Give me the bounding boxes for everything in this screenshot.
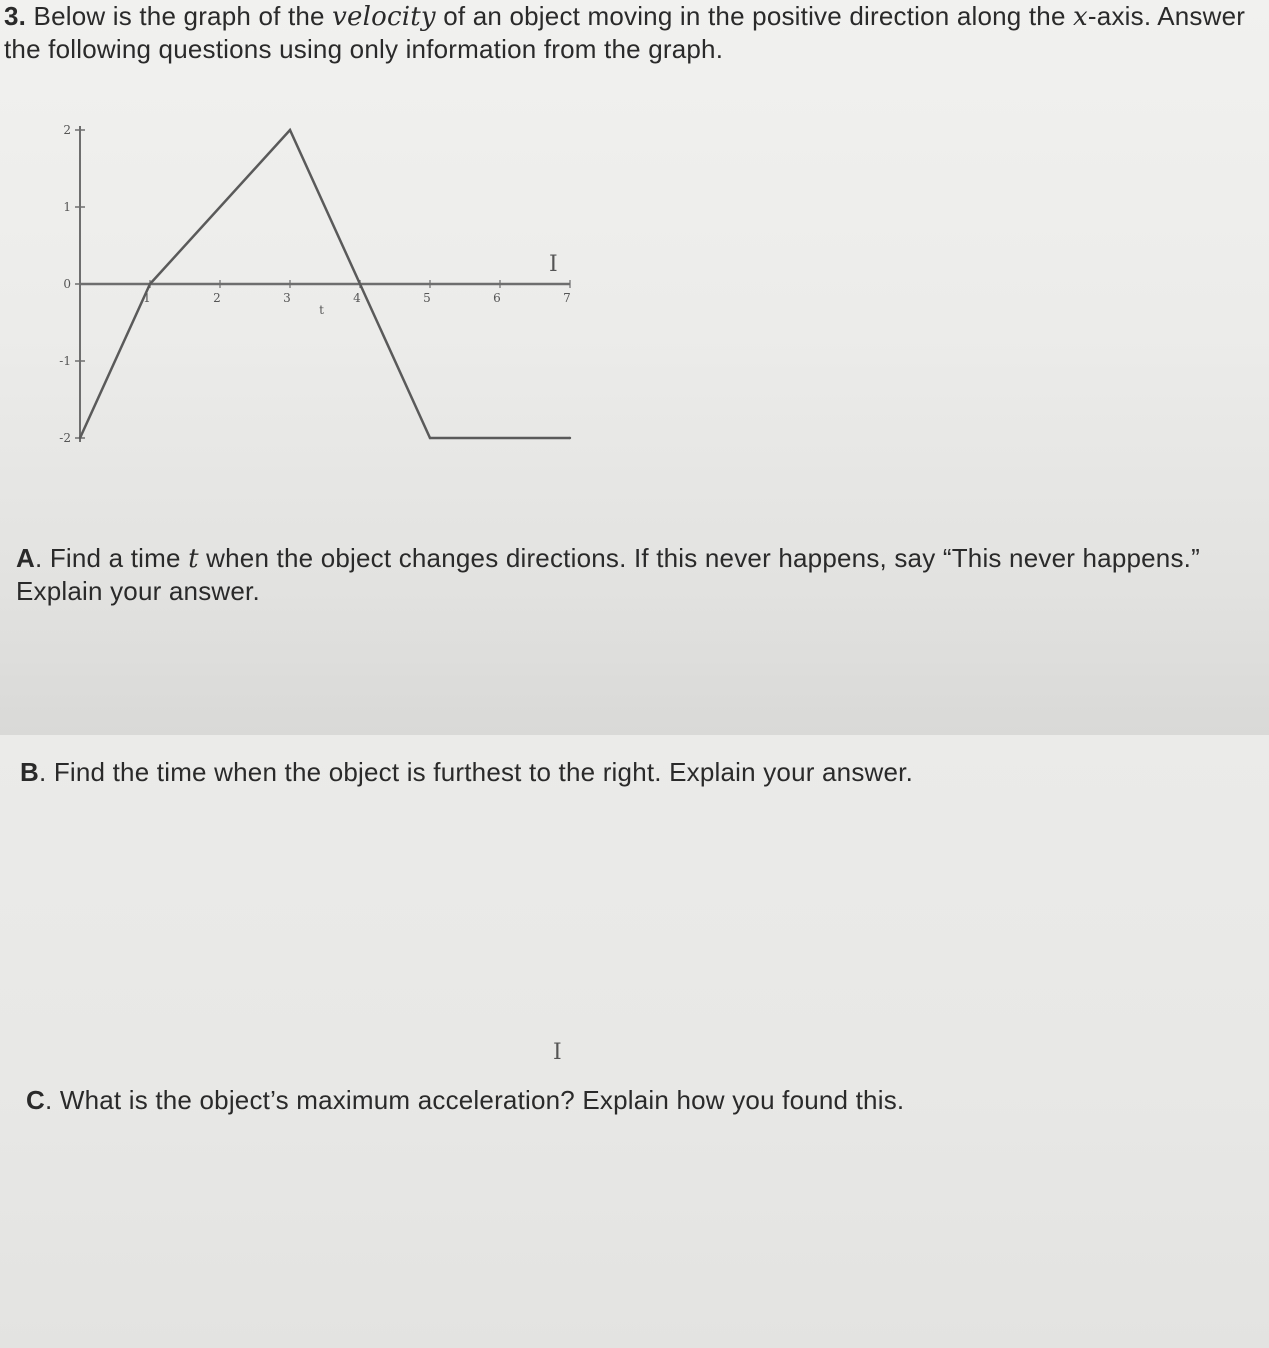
text-cursor-icon: I bbox=[549, 252, 558, 277]
question-number: 3. bbox=[4, 1, 27, 31]
part-c-question: C. What is the object’s maximum acceleration? Explain how you found this. bbox=[26, 1085, 905, 1115]
question-prompt: 3. Below is the graph of the velocity of an object moving in the positive direction along the x-axis. Answer the following questions using only information from the graph. bbox=[4, 1, 1246, 64]
x-tick-label: 1 bbox=[143, 291, 151, 305]
x-tick-label: 2 bbox=[213, 291, 221, 305]
part-b-letter: B bbox=[20, 757, 39, 787]
text-cursor-icon: I bbox=[553, 1040, 562, 1065]
x-tick-label: 6 bbox=[493, 291, 501, 305]
lower-worksheet-panel bbox=[0, 735, 1269, 1348]
data-point bbox=[429, 437, 431, 439]
y-tick-label: -2 bbox=[59, 431, 71, 445]
x-tick-label: 4 bbox=[353, 291, 361, 305]
x-tick-label: 5 bbox=[423, 291, 431, 305]
y-tick-label: 2 bbox=[63, 123, 71, 137]
data-point bbox=[569, 437, 571, 439]
y-tick-label: -1 bbox=[59, 354, 71, 368]
x-tick-label: 7 bbox=[563, 291, 571, 305]
part-a-letter: A bbox=[16, 543, 35, 573]
part-a-question: A. Find a time t when the object changes directions. If this never happens, say “This never happens.” Explain your answer. bbox=[16, 543, 1200, 606]
x-tick-label: 3 bbox=[283, 291, 291, 305]
x-axis-label: t bbox=[319, 303, 324, 317]
part-c-letter: C bbox=[26, 1085, 45, 1115]
y-tick-label: 0 bbox=[63, 277, 71, 291]
data-point bbox=[149, 283, 151, 285]
velocity-graph bbox=[40, 110, 600, 460]
y-tick-label: 1 bbox=[63, 200, 71, 214]
part-b-question: B. Find the time when the object is furthest to the right. Explain your answer. bbox=[20, 757, 914, 787]
data-point bbox=[79, 437, 81, 439]
data-point bbox=[289, 129, 291, 131]
data-point bbox=[359, 283, 361, 285]
